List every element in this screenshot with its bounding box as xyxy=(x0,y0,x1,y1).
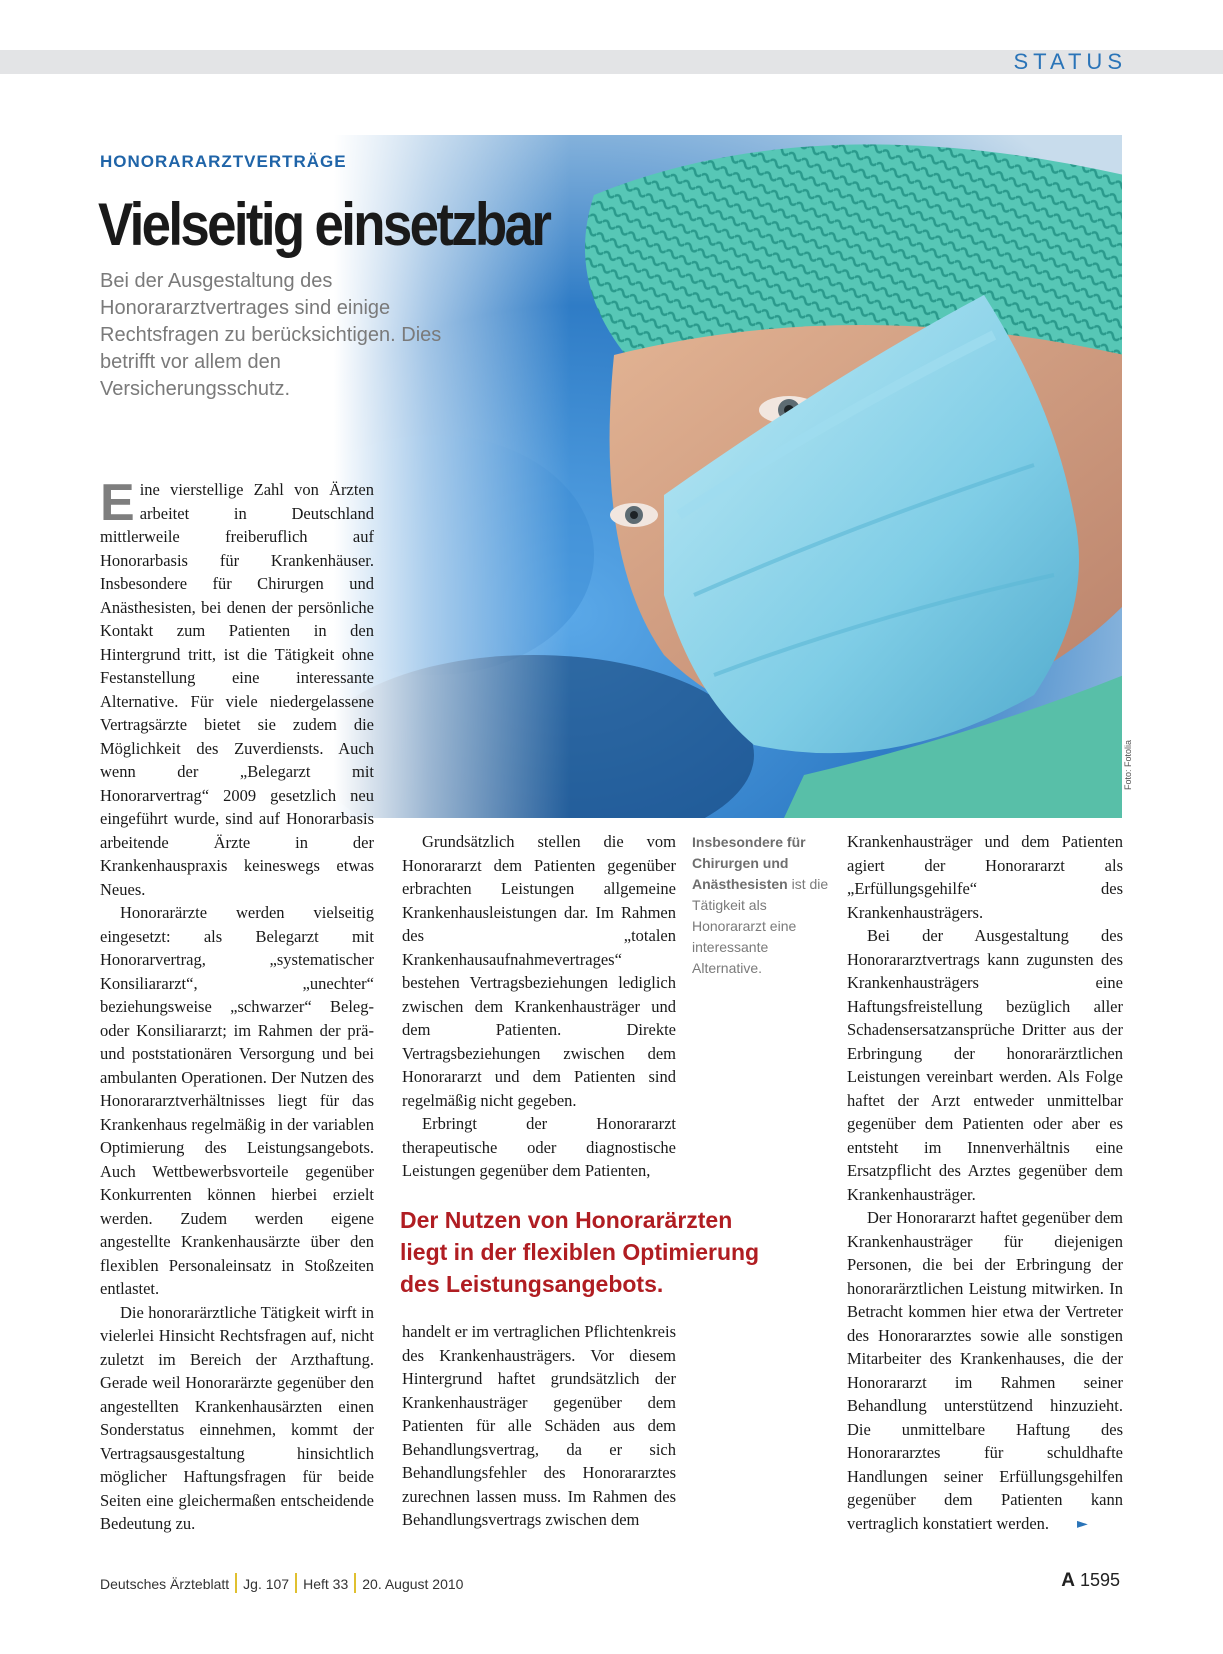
article-kicker: HONORARARZTVERTRÄGE xyxy=(100,152,347,171)
page-footer xyxy=(100,1573,463,1593)
paragraph: Der Honorararzt haftet gegenüber dem Krankenhausträger für diejenigen Personen, die bei der Erbringung der honorarärztlichen Leistung mitwirken. In Betracht kommen hier etwa der Vertreter des Honorararztes sowie alle sonstigen Mitarbeiter des Krankenhauses, die der Honorararzt im Rahmen seiner Behandlung unterstützend hinzuzieht. Die unmittelbare Haftung des Honorararztes für schuldhafte Handlungen seiner Erfüllungsgehilfen gegenüber dem Patienten kann vertraglich konstatiert werden. xyxy=(847,1208,1123,1533)
article-lead: Bei der Ausgestaltung des Honorararztvertrages sind einige Rechtsfragen zu berücksichtigen. Dies betrifft vor allem den Versicherungsschutz. xyxy=(100,270,442,400)
caption-bold: Insbesondere für Chirurgen und Anästhesisten xyxy=(692,834,806,892)
article-column-2-bottom xyxy=(402,1320,676,1532)
section-label: STATUS xyxy=(1013,49,1127,74)
issue-date: 20. August 2010 xyxy=(362,1576,464,1592)
drop-cap: E xyxy=(100,474,135,532)
article-headline: Vielseitig einsetzbar xyxy=(98,191,550,258)
page-prefix: A xyxy=(1061,1570,1075,1591)
paragraph: Grundsätzlich stellen die vom Honorararzt dem Patienten gegenüber erbrachten Leistungen allgemeine Krankenhausleistungen dar. Im Rahmen des „totalen Krankenhausaufnahmevertrages“ bestehen Vertragsbeziehungen lediglich zwischen dem Krankenhausträger und dem Patienten. Direkte Vertragsbeziehungen zwischen dem Honorararzt und dem Patienten sind regelmäßig nicht gegeben. xyxy=(402,832,676,1110)
separator xyxy=(354,1573,356,1593)
journal-name: Deutsches Ärzteblatt xyxy=(100,1576,230,1592)
pull-quote: Der Nutzen von Honorarärzten liegt in der flexiblen Optimierung des Leistungsangebots. xyxy=(400,1207,760,1297)
volume: Jg. 107 xyxy=(243,1576,290,1592)
separator xyxy=(235,1573,237,1593)
paragraph: Krankenhausträger und dem Patienten agiert der Honorararzt als „Erfüllungsgehilfe“ des Krankenhausträgers. xyxy=(847,832,1123,922)
page-number-value: 1595 xyxy=(1079,1570,1120,1590)
paragraph: handelt er im vertraglichen Pflichtenkreis des Krankenhausträgers. Vor diesem Hintergrund haftet grundsätzlich der Krankenhausträger gegenüber dem Patienten für alle Schäden aus dem Behandlungsvertrag, da er sich Behandlungsfehler des Honorararztes zurechnen lassen muss. Im Rahmen des Behandlungsvertrags zwischen dem xyxy=(402,1322,676,1529)
photo-credit: Foto: Fotolia xyxy=(1123,739,1133,790)
paragraph: Die honorarärztliche Tätigkeit wirft in vielerlei Hinsicht Rechtsfragen auf, nicht zuletzt im Bereich der Arzthaftung. Gerade weil Honorarärzte gegenüber den angestellten Krankenhausärzten einen Sonderstatus einnehmen, kommt der Vertragsausgestaltung hinsichtlich möglicher Haftungsfragen für beide Seiten eine gleichermaßen entscheidende Bedeutung zu. xyxy=(100,1302,374,1533)
paragraph: Honorarärzte werden vielseitig eingesetzt: als Belegarzt mit Honorarvertrag, „systematischer Konsiliararzt“, „unechter“ beziehungsweise „schwarzer“ Beleg- oder Konsiliararzt; im Rahmen der prä- und poststationären Versorgung und bei ambulanten Operationen. Der Nutzen des Honorararztverhältnisses liegt für das Krankenhaus regelmäßig in der variablen Optimierung des Leistungsangebots. Auch Wettbewerbsvorteile gegenüber Konkurrenten können hierbei erzielt werden. Zudem werden eigene angestellte Krankenhausärzte über den flexiblen Personaleinsatz in Stoßzeiten entlastet. xyxy=(100,903,374,1298)
paragraph: Erbringt der Honorararzt therapeutische oder diagnostische Leistungen gegenüber dem Patienten, xyxy=(402,1114,676,1180)
article-column-2-top xyxy=(402,830,676,1183)
page-number xyxy=(1061,1570,1120,1592)
issue: Heft 33 xyxy=(303,1576,349,1592)
photo-caption xyxy=(692,832,832,979)
separator xyxy=(295,1573,297,1593)
caption-text: ist die Tätigkeit als Honorararzt eine interessante Alternative. xyxy=(692,876,829,976)
article-column-1 xyxy=(100,474,374,1536)
continue-arrow-icon: ► xyxy=(1077,1515,1088,1532)
paragraph: ine vierstellige Zahl von Ärzten arbeitet in Deutschland mittlerweile freiberuflich auf Honorarbasis für Krankenhäuser. Insbesondere für Chirurgen und Anästhesisten, bei denen der persönliche Kontakt zum Patienten in den Hintergrund tritt, ist die Tätigkeit ohne Festanstellung eine interessante Alternative. Für viele niedergelassene Vertragsärzte bietet sie zudem die Möglichkeit des Zuverdiensts. Auch wenn der „Belegarzt mit Honorarvertrag“ 2009 gesetzlich neu eingeführt wurde, sind auf Honorarbasis arbeitende Ärzte in der Krankenhauspraxis keineswegs etwas Neues. xyxy=(100,480,374,899)
paragraph: Bei der Ausgestaltung des Honorararztvertrags kann zugunsten des Krankenhausträgers eine Haftungsfreistellung bezüglich aller Schadensersatzansprüche Dritter aus der Erbringung der honorarärztlichen Leistungen vereinbart werden. Als Folge haftet der Arzt entweder unmittelbar gegenüber dem Patienten oder aber es entsteht im Innenverhältnis eine Ersatzpflicht des Arztes gegenüber dem Krankenhausträger. xyxy=(847,926,1123,1204)
article-column-3 xyxy=(847,830,1123,1536)
